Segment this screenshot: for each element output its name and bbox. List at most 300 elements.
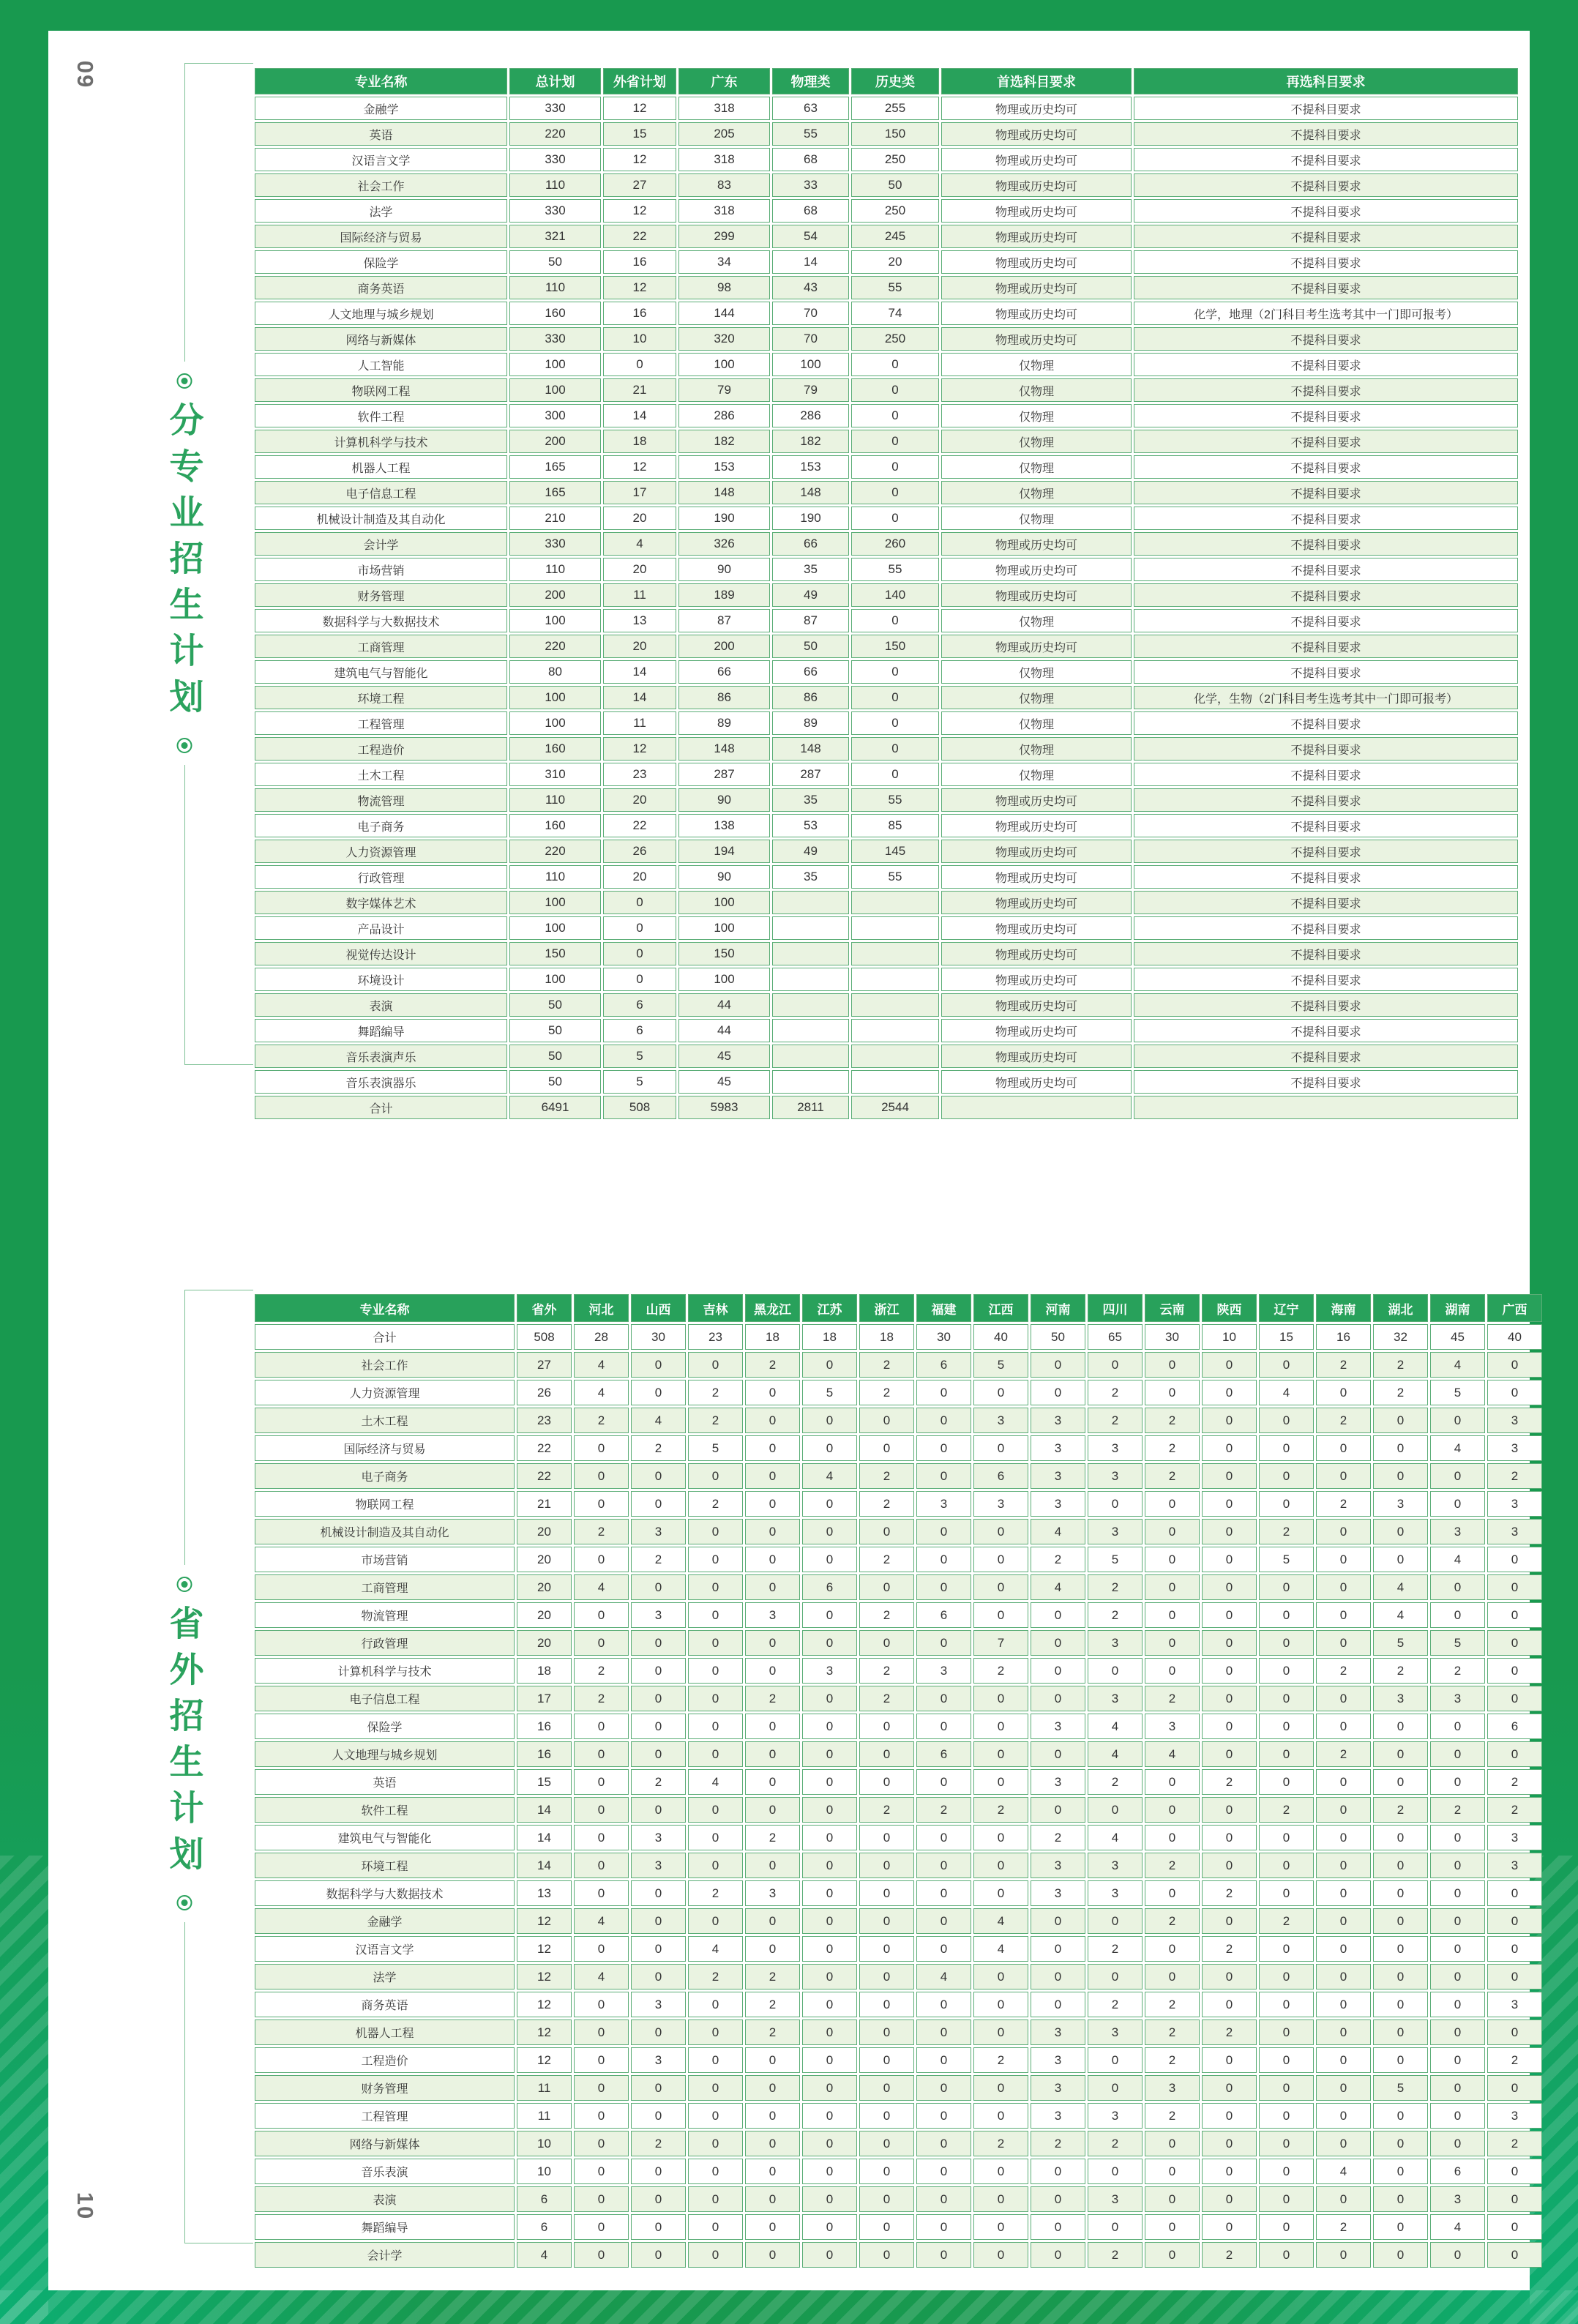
value-cell: 0 <box>745 1463 800 1489</box>
value-cell: 2 <box>1487 1769 1542 1795</box>
value-cell: 不提科目要求 <box>1134 660 1518 684</box>
value-cell: 5 <box>603 1070 676 1094</box>
value-cell: 0 <box>851 507 939 530</box>
value-cell: 不提科目要求 <box>1134 430 1518 453</box>
value-cell: 不提科目要求 <box>1134 891 1518 914</box>
value-cell: 0 <box>688 1741 743 1767</box>
value-cell: 2 <box>688 1964 743 1989</box>
value-cell: 2 <box>1088 1602 1143 1628</box>
value-cell: 0 <box>1259 2103 1314 2129</box>
column-header: 历史类 <box>851 68 939 94</box>
value-cell: 286 <box>678 404 770 427</box>
major-name-cell: 合计 <box>255 1324 515 1350</box>
value-cell: 100 <box>509 711 601 735</box>
value-cell: 2 <box>973 1658 1028 1684</box>
major-name-cell: 机器人工程 <box>255 2020 515 2045</box>
value-cell: 0 <box>1145 1825 1200 1850</box>
table-row <box>255 2075 1542 2101</box>
value-cell: 2811 <box>772 1096 849 1119</box>
value-cell: 2 <box>1487 2131 1542 2156</box>
table-row <box>255 1908 1542 1934</box>
value-cell: 0 <box>973 1825 1028 1850</box>
value-cell: 86 <box>772 686 849 709</box>
value-cell: 13 <box>603 609 676 632</box>
value-cell: 12 <box>517 2047 572 2073</box>
value-cell: 79 <box>772 378 849 402</box>
table-row <box>255 660 1518 684</box>
value-cell: 4 <box>631 1408 686 1433</box>
value-cell: 2 <box>1316 1741 1371 1767</box>
value-cell: 20 <box>517 1602 572 1628</box>
value-cell: 194 <box>678 840 770 863</box>
value-cell: 318 <box>678 148 770 171</box>
value-cell: 2 <box>859 1352 914 1378</box>
value-cell: 4 <box>1373 1602 1428 1628</box>
value-cell: 6 <box>1487 1714 1542 1739</box>
value-cell: 0 <box>574 2186 629 2212</box>
major-name-cell: 商务英语 <box>255 1992 515 2017</box>
value-cell <box>772 993 849 1017</box>
value-cell: 0 <box>1430 2131 1485 2156</box>
value-cell: 0 <box>1145 1964 1200 1989</box>
value-cell: 2 <box>1145 1853 1200 1878</box>
value-cell: 3 <box>1088 1630 1143 1656</box>
value-cell: 0 <box>688 2103 743 2129</box>
value-cell: 508 <box>603 1096 676 1119</box>
value-cell: 0 <box>1487 2242 1542 2268</box>
table-row <box>255 711 1518 735</box>
value-cell: 0 <box>1259 2159 1314 2184</box>
value-cell: 0 <box>802 2131 857 2156</box>
value-cell: 0 <box>973 2214 1028 2240</box>
value-cell: 6 <box>973 1463 1028 1489</box>
value-cell: 160 <box>509 302 601 325</box>
value-cell: 4 <box>574 1964 629 1989</box>
section2-title: 省外招生计划 <box>165 1605 204 1882</box>
value-cell: 3 <box>631 1602 686 1628</box>
value-cell: 0 <box>802 2020 857 2045</box>
value-cell: 0 <box>851 404 939 427</box>
value-cell: 330 <box>509 199 601 223</box>
value-cell: 0 <box>1259 2075 1314 2101</box>
value-cell: 20 <box>851 250 939 274</box>
value-cell: 不提科目要求 <box>1134 122 1518 146</box>
value-cell: 0 <box>688 1686 743 1711</box>
value-cell: 98 <box>678 276 770 299</box>
value-cell: 326 <box>678 532 770 556</box>
page-number-top: 09 <box>72 60 98 89</box>
value-cell: 53 <box>772 814 849 837</box>
value-cell: 26 <box>603 840 676 863</box>
value-cell: 0 <box>1031 1380 1085 1405</box>
major-name-cell: 财务管理 <box>255 2075 515 2101</box>
value-cell: 22 <box>517 1435 572 1461</box>
value-cell: 87 <box>678 609 770 632</box>
table-row <box>255 1045 1518 1068</box>
value-cell: 40 <box>1487 1324 1542 1350</box>
value-cell: 2 <box>688 1408 743 1433</box>
value-cell: 0 <box>859 1630 914 1656</box>
value-cell: 0 <box>1145 2214 1200 2240</box>
value-cell: 0 <box>916 1686 971 1711</box>
value-cell: 318 <box>678 97 770 120</box>
value-cell: 0 <box>1259 2186 1314 2212</box>
value-cell: 0 <box>1259 1714 1314 1739</box>
value-cell: 0 <box>1088 2047 1143 2073</box>
section1-guide-line-top <box>184 63 253 64</box>
value-cell: 0 <box>631 1686 686 1711</box>
value-cell: 化学，生物（2门科目考生选考其中一门即可报考） <box>1134 686 1518 709</box>
major-name-cell: 机械设计制造及其自动化 <box>255 507 507 530</box>
value-cell: 7 <box>973 1630 1028 1656</box>
value-cell <box>851 968 939 991</box>
value-cell: 4 <box>973 1936 1028 1962</box>
value-cell: 不提科目要求 <box>1134 635 1518 658</box>
major-name-cell: 产品设计 <box>255 916 507 940</box>
value-cell: 0 <box>574 2131 629 2156</box>
table-row <box>255 609 1518 632</box>
value-cell: 0 <box>916 2242 971 2268</box>
table-row <box>255 2047 1542 2073</box>
value-cell: 16 <box>517 1741 572 1767</box>
value-cell: 物理或历史均可 <box>941 225 1132 248</box>
value-cell: 物理或历史均可 <box>941 968 1132 991</box>
value-cell: 200 <box>509 430 601 453</box>
value-cell: 2 <box>1145 1463 1200 1489</box>
value-cell: 0 <box>1145 1630 1200 1656</box>
value-cell: 0 <box>688 2047 743 2073</box>
table-row <box>255 1352 1542 1378</box>
value-cell: 0 <box>973 1769 1028 1795</box>
value-cell: 0 <box>745 1714 800 1739</box>
value-cell: 0 <box>859 2242 914 2268</box>
value-cell: 35 <box>772 558 849 581</box>
value-cell: 0 <box>1202 1992 1257 2017</box>
major-name-cell: 计算机科学与技术 <box>255 1658 515 1684</box>
value-cell: 55 <box>851 276 939 299</box>
value-cell: 0 <box>1430 1408 1485 1433</box>
value-cell: 0 <box>1259 1936 1314 1962</box>
value-cell: 2 <box>631 1435 686 1461</box>
value-cell: 0 <box>688 1463 743 1489</box>
value-cell: 0 <box>1316 1769 1371 1795</box>
value-cell: 0 <box>1373 1408 1428 1433</box>
table-row <box>255 1797 1542 1823</box>
table-row <box>255 840 1518 863</box>
value-cell: 4 <box>1373 1574 1428 1600</box>
value-cell: 22 <box>517 1463 572 1489</box>
value-cell: 0 <box>1259 1686 1314 1711</box>
value-cell: 18 <box>517 1658 572 1684</box>
value-cell: 0 <box>1487 2186 1542 2212</box>
value-cell: 0 <box>1259 1630 1314 1656</box>
value-cell: 不提科目要求 <box>1134 942 1518 965</box>
value-cell: 2 <box>1145 1686 1200 1711</box>
value-cell: 0 <box>688 2159 743 2184</box>
value-cell: 16 <box>517 1714 572 1739</box>
value-cell: 0 <box>631 1463 686 1489</box>
value-cell: 0 <box>631 1908 686 1934</box>
value-cell: 45 <box>678 1045 770 1068</box>
value-cell: 200 <box>509 583 601 607</box>
value-cell: 0 <box>859 1964 914 1989</box>
value-cell: 4 <box>1145 1741 1200 1767</box>
value-cell: 0 <box>973 2020 1028 2045</box>
value-cell: 0 <box>802 1880 857 1906</box>
value-cell: 0 <box>973 2242 1028 2268</box>
value-cell: 0 <box>859 2075 914 2101</box>
value-cell: 0 <box>1031 1658 1085 1684</box>
value-cell: 0 <box>1145 1769 1200 1795</box>
value-cell: 100 <box>509 968 601 991</box>
value-cell: 100 <box>678 968 770 991</box>
value-cell <box>772 1019 849 1042</box>
value-cell: 2 <box>688 1491 743 1517</box>
value-cell <box>941 1096 1132 1119</box>
column-header: 广东 <box>678 68 770 94</box>
value-cell <box>851 942 939 965</box>
major-name-cell: 社会工作 <box>255 1352 515 1378</box>
value-cell: 2 <box>1487 1463 1542 1489</box>
value-cell: 16 <box>1316 1324 1371 1350</box>
value-cell: 0 <box>631 1714 686 1739</box>
table-row <box>255 891 1518 914</box>
value-cell: 2 <box>1031 1547 1085 1572</box>
value-cell: 2 <box>1373 1352 1428 1378</box>
value-cell: 3 <box>1430 1519 1485 1544</box>
value-cell: 2 <box>1430 1658 1485 1684</box>
value-cell: 330 <box>509 97 601 120</box>
value-cell: 12 <box>517 2020 572 2045</box>
value-cell: 0 <box>859 2214 914 2240</box>
value-cell: 3 <box>973 1408 1028 1433</box>
value-cell: 14 <box>603 686 676 709</box>
value-cell: 2 <box>859 1686 914 1711</box>
value-cell: 0 <box>1373 1519 1428 1544</box>
major-name-cell: 舞蹈编导 <box>255 1019 507 1042</box>
value-cell: 0 <box>859 2159 914 2184</box>
value-cell: 0 <box>973 1880 1028 1906</box>
column-header: 物理类 <box>772 68 849 94</box>
value-cell: 3 <box>1031 1408 1085 1433</box>
value-cell: 0 <box>1316 2020 1371 2045</box>
value-cell: 0 <box>1202 1853 1257 1878</box>
value-cell: 0 <box>745 1547 800 1572</box>
value-cell: 0 <box>1487 1574 1542 1600</box>
value-cell: 508 <box>517 1324 572 1350</box>
column-header: 专业名称 <box>255 1294 515 1322</box>
value-cell: 物理或历史均可 <box>941 942 1132 965</box>
header-row <box>255 1294 1542 1322</box>
value-cell: 0 <box>851 455 939 479</box>
value-cell: 0 <box>916 2214 971 2240</box>
value-cell: 0 <box>1316 1602 1371 1628</box>
value-cell: 0 <box>745 1380 800 1405</box>
table-row <box>255 993 1518 1017</box>
value-cell: 0 <box>916 2131 971 2156</box>
value-cell: 0 <box>574 1741 629 1767</box>
value-cell: 0 <box>1487 1880 1542 1906</box>
value-cell: 0 <box>973 2075 1028 2101</box>
value-cell: 0 <box>916 1519 971 1544</box>
value-cell: 0 <box>1316 2103 1371 2129</box>
value-cell: 0 <box>1088 1797 1143 1823</box>
value-cell: 0 <box>859 1435 914 1461</box>
value-cell: 0 <box>859 1408 914 1433</box>
value-cell: 0 <box>973 1714 1028 1739</box>
value-cell: 145 <box>851 840 939 863</box>
value-cell: 4 <box>1430 2214 1485 2240</box>
value-cell: 3 <box>1145 1714 1200 1739</box>
value-cell: 50 <box>851 173 939 197</box>
value-cell: 0 <box>859 1574 914 1600</box>
table-row <box>255 1853 1542 1878</box>
value-cell: 0 <box>802 1408 857 1433</box>
value-cell: 2 <box>1145 1992 1200 2017</box>
value-cell: 0 <box>1259 1602 1314 1628</box>
value-cell: 3 <box>631 2047 686 2073</box>
value-cell: 物理或历史均可 <box>941 199 1132 223</box>
value-cell: 不提科目要求 <box>1134 814 1518 837</box>
value-cell: 4 <box>1259 1380 1314 1405</box>
major-name-cell: 人文地理与城乡规划 <box>255 1741 515 1767</box>
value-cell: 仅物理 <box>941 430 1132 453</box>
value-cell: 0 <box>802 1741 857 1767</box>
value-cell: 0 <box>1487 2214 1542 2240</box>
value-cell: 2 <box>859 1491 914 1517</box>
major-name-cell: 软件工程 <box>255 404 507 427</box>
value-cell: 10 <box>603 327 676 351</box>
value-cell: 12 <box>603 455 676 479</box>
major-name-cell: 保险学 <box>255 1714 515 1739</box>
table-row <box>255 2186 1542 2212</box>
value-cell: 0 <box>802 2242 857 2268</box>
value-cell: 20 <box>603 635 676 658</box>
value-cell: 仅物理 <box>941 404 1132 427</box>
value-cell: 2 <box>1202 2020 1257 2045</box>
value-cell: 2 <box>688 1880 743 1906</box>
value-cell: 0 <box>745 1630 800 1656</box>
column-header: 云南 <box>1145 1294 1200 1322</box>
value-cell: 0 <box>916 2075 971 2101</box>
value-cell: 0 <box>1430 1463 1485 1489</box>
value-cell: 4 <box>802 1463 857 1489</box>
table-row <box>255 276 1518 299</box>
value-cell: 0 <box>1487 1380 1542 1405</box>
value-cell: 2 <box>1316 1408 1371 1433</box>
value-cell: 27 <box>517 1352 572 1378</box>
value-cell: 2 <box>745 1825 800 1850</box>
value-cell: 2 <box>574 1408 629 1433</box>
value-cell: 0 <box>1373 1435 1428 1461</box>
value-cell: 14 <box>603 404 676 427</box>
value-cell: 0 <box>688 1602 743 1628</box>
value-cell: 22 <box>603 225 676 248</box>
value-cell: 0 <box>859 1908 914 1934</box>
value-cell: 12 <box>517 1964 572 1989</box>
value-cell: 2 <box>916 1797 971 1823</box>
value-cell: 0 <box>802 1797 857 1823</box>
value-cell: 35 <box>772 865 849 889</box>
value-cell: 74 <box>851 302 939 325</box>
value-cell: 0 <box>574 2020 629 2045</box>
value-cell: 0 <box>574 1853 629 1878</box>
value-cell: 0 <box>688 1547 743 1572</box>
value-cell: 0 <box>859 1714 914 1739</box>
value-cell: 0 <box>631 1797 686 1823</box>
table-row <box>255 97 1518 120</box>
table-row <box>255 1491 1542 1517</box>
column-header: 辽宁 <box>1259 1294 1314 1322</box>
value-cell: 0 <box>1088 1491 1143 1517</box>
value-cell: 不提科目要求 <box>1134 148 1518 171</box>
value-cell: 0 <box>1031 2214 1085 2240</box>
table-row <box>255 1658 1542 1684</box>
value-cell: 0 <box>916 2103 971 2129</box>
value-cell: 物理或历史均可 <box>941 148 1132 171</box>
value-cell: 物理或历史均可 <box>941 532 1132 556</box>
column-header: 湖北 <box>1373 1294 1428 1322</box>
value-cell: 2 <box>973 1797 1028 1823</box>
value-cell: 2 <box>631 1547 686 1572</box>
value-cell: 0 <box>802 2186 857 2212</box>
value-cell: 79 <box>678 378 770 402</box>
value-cell: 0 <box>1259 1880 1314 1906</box>
value-cell: 0 <box>574 2214 629 2240</box>
table-row <box>255 1019 1518 1042</box>
value-cell: 0 <box>802 1630 857 1656</box>
value-cell: 0 <box>1316 2075 1371 2101</box>
value-cell: 不提科目要求 <box>1134 353 1518 376</box>
value-cell: 0 <box>688 2131 743 2156</box>
value-cell: 0 <box>859 1992 914 2017</box>
table-row <box>255 1741 1542 1767</box>
value-cell: 0 <box>688 2214 743 2240</box>
value-cell <box>851 916 939 940</box>
value-cell: 100 <box>509 609 601 632</box>
value-cell: 0 <box>574 2159 629 2184</box>
value-cell: 12 <box>603 97 676 120</box>
value-cell: 0 <box>631 1491 686 1517</box>
value-cell: 0 <box>1316 1992 1371 2017</box>
value-cell: 2 <box>1088 1769 1143 1795</box>
value-cell: 2 <box>1145 1408 1200 1433</box>
value-cell: 44 <box>678 1019 770 1042</box>
major-name-cell: 会计学 <box>255 2242 515 2268</box>
major-name-cell: 法学 <box>255 1964 515 1989</box>
value-cell: 250 <box>851 148 939 171</box>
value-cell: 不提科目要求 <box>1134 1045 1518 1068</box>
column-header: 专业名称 <box>255 68 507 94</box>
value-cell: 100 <box>509 353 601 376</box>
value-cell: 17 <box>603 481 676 504</box>
value-cell: 0 <box>1031 1992 1085 2017</box>
value-cell: 89 <box>678 711 770 735</box>
value-cell: 0 <box>1373 2242 1428 2268</box>
value-cell: 3 <box>916 1491 971 1517</box>
value-cell: 0 <box>574 1547 629 1572</box>
value-cell: 2 <box>574 1658 629 1684</box>
value-cell: 321 <box>509 225 601 248</box>
value-cell: 0 <box>1202 1435 1257 1461</box>
major-name-cell: 土木工程 <box>255 1408 515 1433</box>
value-cell: 0 <box>1316 2186 1371 2212</box>
value-cell: 100 <box>678 916 770 940</box>
value-cell: 65 <box>1088 1324 1143 1350</box>
value-cell: 4 <box>1430 1435 1485 1461</box>
value-cell: 2 <box>1145 1435 1200 1461</box>
value-cell: 0 <box>1316 1714 1371 1739</box>
